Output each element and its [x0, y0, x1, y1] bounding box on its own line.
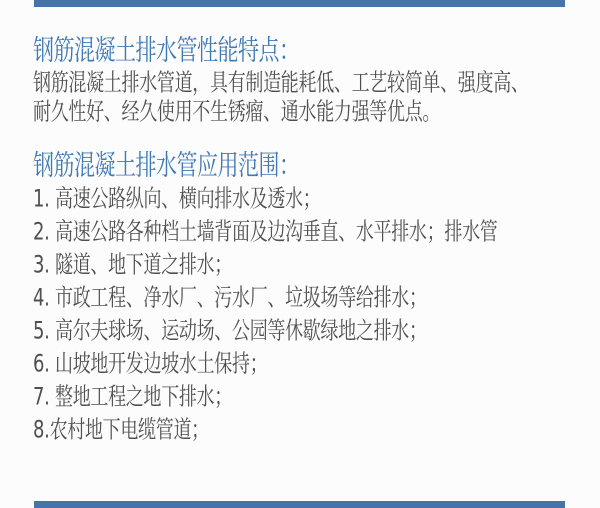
features-paragraph-line-1: 钢筋混凝土排水管道，具有制造能耗低、工艺较简单、强度高、: [33, 69, 529, 98]
application-list-item-1: 1. 高速公路纵向、横向排水及透水；: [33, 185, 321, 214]
applications-section-heading: 钢筋混凝土排水管应用范围：: [33, 149, 300, 182]
application-list-item-4: 4. 市政工程、净水厂、污水厂、垃圾场等给排水；: [33, 284, 427, 313]
application-list-item-8: 8.农村地下电缆管道；: [33, 416, 209, 445]
application-list-item-5: 5. 高尔夫球场、运动场、公园等休歇绿地之排水；: [33, 317, 427, 346]
top-decorative-bar: [34, 0, 565, 7]
features-paragraph-line-2: 耐久性好、经久使用不生锈瘤、通水能力强等优点。: [33, 98, 441, 127]
application-list-item-6: 6. 山坡地开发边坡水土保持；: [33, 350, 268, 379]
application-list-item-3: 3. 隧道、地下道之排水；: [33, 251, 232, 280]
features-section-heading: 钢筋混凝土排水管性能特点：: [33, 34, 300, 67]
bottom-decorative-bar: [34, 501, 565, 508]
application-list-item-7: 7. 整地工程之地下排水；: [33, 383, 232, 412]
application-list-item-2: 2. 高速公路各种档土墙背面及边沟垂直、水平排水；排水管: [33, 218, 498, 247]
